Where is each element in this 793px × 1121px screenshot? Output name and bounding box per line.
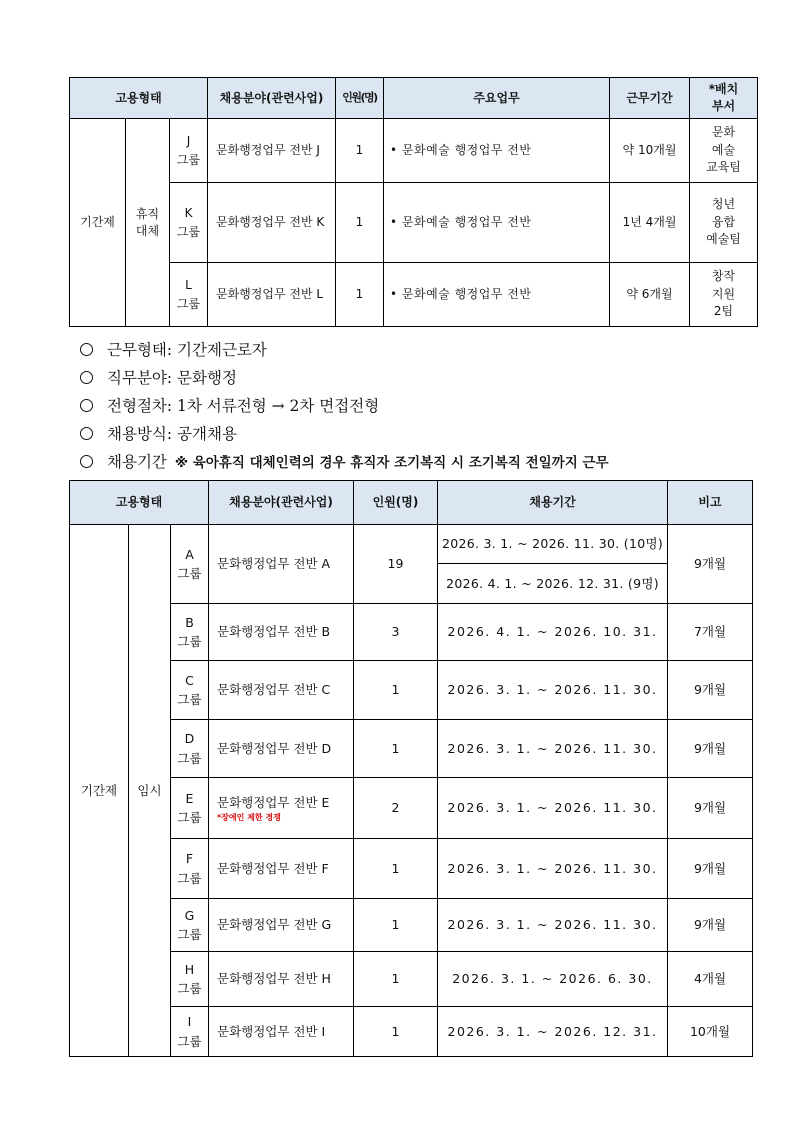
duty-cell: • 문화예술 행정업무 전반	[384, 183, 610, 263]
period-cell: 2026. 3. 1. ~ 2026. 11. 30.	[438, 661, 668, 720]
period-cell: 약 10개월	[610, 119, 690, 183]
bullet-text: 채용방식: 공개채용	[107, 425, 237, 443]
employment-type-cell: 기간제	[70, 119, 126, 327]
bullet-note: ※ 육아휴직 대체인력의 경우 휴직자 조기복직 시 조기복직 전일까지 근무	[174, 455, 609, 471]
table-row	[70, 661, 753, 720]
period-cell: 2026. 3. 1. ~ 2026. 12. 31.	[438, 1007, 668, 1057]
circle-bullet-icon	[80, 399, 93, 412]
header-period: 채용기간	[438, 481, 668, 525]
dept-cell: 문화 예술 교육팀	[690, 119, 758, 183]
list-item	[78, 363, 778, 391]
group-cell: A 그룹	[171, 525, 209, 604]
field-cell	[209, 778, 354, 839]
count-cell: 1	[354, 661, 438, 720]
note-cell: 9개월	[668, 525, 753, 604]
field-cell: 문화행정업무 전반 H	[209, 952, 354, 1007]
group-cell: J 그룹	[170, 119, 208, 183]
sub-type-cell: 휴직 대체	[126, 119, 170, 327]
count-cell: 3	[354, 604, 438, 661]
count-cell: 1	[354, 720, 438, 778]
group-cell: E 그룹	[171, 778, 209, 839]
count-cell: 1	[336, 183, 384, 263]
field-cell: 문화행정업무 전반 B	[209, 604, 354, 661]
count-cell: 1	[354, 1007, 438, 1057]
bullet-text: 채용기간	[107, 453, 167, 471]
group-cell: C 그룹	[171, 661, 209, 720]
header-employment-type: 고용형태	[70, 481, 209, 525]
note-cell: 10개월	[668, 1007, 753, 1057]
sub-type-cell: 임시	[129, 525, 171, 1057]
period-cell: 2026. 3. 1. ~ 2026. 11. 30.	[438, 778, 668, 839]
group-cell: F 그룹	[171, 839, 209, 899]
note-cell: 9개월	[668, 778, 753, 839]
list-item	[78, 335, 778, 363]
header-dept: *배치 부서	[690, 78, 758, 119]
table-row	[70, 604, 753, 661]
count-cell: 1	[354, 839, 438, 899]
circle-bullet-icon	[80, 455, 93, 468]
field-cell: 문화행정업무 전반 K	[208, 183, 336, 263]
list-item	[78, 447, 778, 475]
note-cell: 7개월	[668, 604, 753, 661]
field-cell: 문화행정업무 전반 L	[208, 263, 336, 327]
header-count: 인원(명)	[354, 481, 438, 525]
period-cell: 1년 4개월	[610, 183, 690, 263]
field-cell: 문화행정업무 전반 A	[209, 525, 354, 604]
group-cell: H 그룹	[171, 952, 209, 1007]
period-cell: 2026. 3. 1. ~ 2026. 11. 30.	[438, 720, 668, 778]
employment-type-cell: 기간제	[70, 525, 129, 1057]
period-cell: 2026. 4. 1. ~ 2026. 10. 31.	[438, 604, 668, 661]
field-cell: 문화행정업무 전반 J	[208, 119, 336, 183]
period-cell: 2026. 4. 1. ~ 2026. 12. 31. (9명)	[438, 564, 668, 604]
header-count: 인원(명)	[336, 78, 384, 119]
header-field: 채용분야(관련사업)	[208, 78, 336, 119]
count-cell: 1	[336, 263, 384, 327]
table-row	[70, 183, 758, 263]
count-cell: 1	[336, 119, 384, 183]
recruitment-info-list	[78, 335, 778, 475]
circle-bullet-icon	[80, 427, 93, 440]
group-cell: D 그룹	[171, 720, 209, 778]
table-header-row	[70, 481, 753, 525]
table-row	[70, 1007, 753, 1057]
dept-cell: 창작 지원 2팀	[690, 263, 758, 327]
dept-cell: 청년 융합 예술팀	[690, 183, 758, 263]
note-cell: 9개월	[668, 899, 753, 952]
header-period: 근무기간	[610, 78, 690, 119]
note-cell: 4개월	[668, 952, 753, 1007]
table-row	[70, 525, 753, 564]
duty-cell: • 문화예술 행정업무 전반	[384, 119, 610, 183]
table-row	[70, 839, 753, 899]
circle-bullet-icon	[80, 371, 93, 384]
field-text: 문화행정업무 전반 E	[217, 795, 330, 811]
recruitment-table-temporary	[69, 480, 753, 1057]
table-row	[70, 119, 758, 183]
field-cell: 문화행정업무 전반 G	[209, 899, 354, 952]
list-item	[78, 391, 778, 419]
field-cell: 문화행정업무 전반 I	[209, 1007, 354, 1057]
group-cell: G 그룹	[171, 899, 209, 952]
table-row	[70, 778, 753, 839]
header-note: 비고	[668, 481, 753, 525]
bullet-text: 직무분야: 문화행정	[107, 369, 237, 387]
count-cell: 1	[354, 952, 438, 1007]
table-row	[70, 720, 753, 778]
group-cell: K 그룹	[170, 183, 208, 263]
period-cell: 2026. 3. 1. ~ 2026. 6. 30.	[438, 952, 668, 1007]
duty-cell: • 문화예술 행정업무 전반	[384, 263, 610, 327]
list-item	[78, 419, 778, 447]
bullet-text: 근무형태: 기간제근로자	[107, 341, 267, 359]
recruitment-table-leave-replacement	[69, 77, 758, 327]
period-cell: 2026. 3. 1. ~ 2026. 11. 30. (10명)	[438, 525, 668, 564]
group-cell: L 그룹	[170, 263, 208, 327]
group-cell: I 그룹	[171, 1007, 209, 1057]
period-cell: 약 6개월	[610, 263, 690, 327]
count-cell: 19	[354, 525, 438, 604]
note-cell: 9개월	[668, 661, 753, 720]
table-row	[70, 899, 753, 952]
disability-restriction-note: *장애인 제한 경쟁	[217, 813, 281, 823]
header-duty: 주요업무	[384, 78, 610, 119]
count-cell: 2	[354, 778, 438, 839]
period-cell: 2026. 3. 1. ~ 2026. 11. 30.	[438, 899, 668, 952]
circle-bullet-icon	[80, 343, 93, 356]
table-header-row	[70, 78, 758, 119]
note-cell: 9개월	[668, 720, 753, 778]
field-cell: 문화행정업무 전반 C	[209, 661, 354, 720]
table-row	[70, 263, 758, 327]
count-cell: 1	[354, 899, 438, 952]
header-employment-type: 고용형태	[70, 78, 208, 119]
note-cell: 9개월	[668, 839, 753, 899]
group-cell: B 그룹	[171, 604, 209, 661]
header-field: 채용분야(관련사업)	[209, 481, 354, 525]
field-cell: 문화행정업무 전반 D	[209, 720, 354, 778]
field-cell: 문화행정업무 전반 F	[209, 839, 354, 899]
period-cell: 2026. 3. 1. ~ 2026. 11. 30.	[438, 839, 668, 899]
table-row	[70, 952, 753, 1007]
bullet-text: 전형절차: 1차 서류전형 → 2차 면접전형	[107, 397, 380, 415]
